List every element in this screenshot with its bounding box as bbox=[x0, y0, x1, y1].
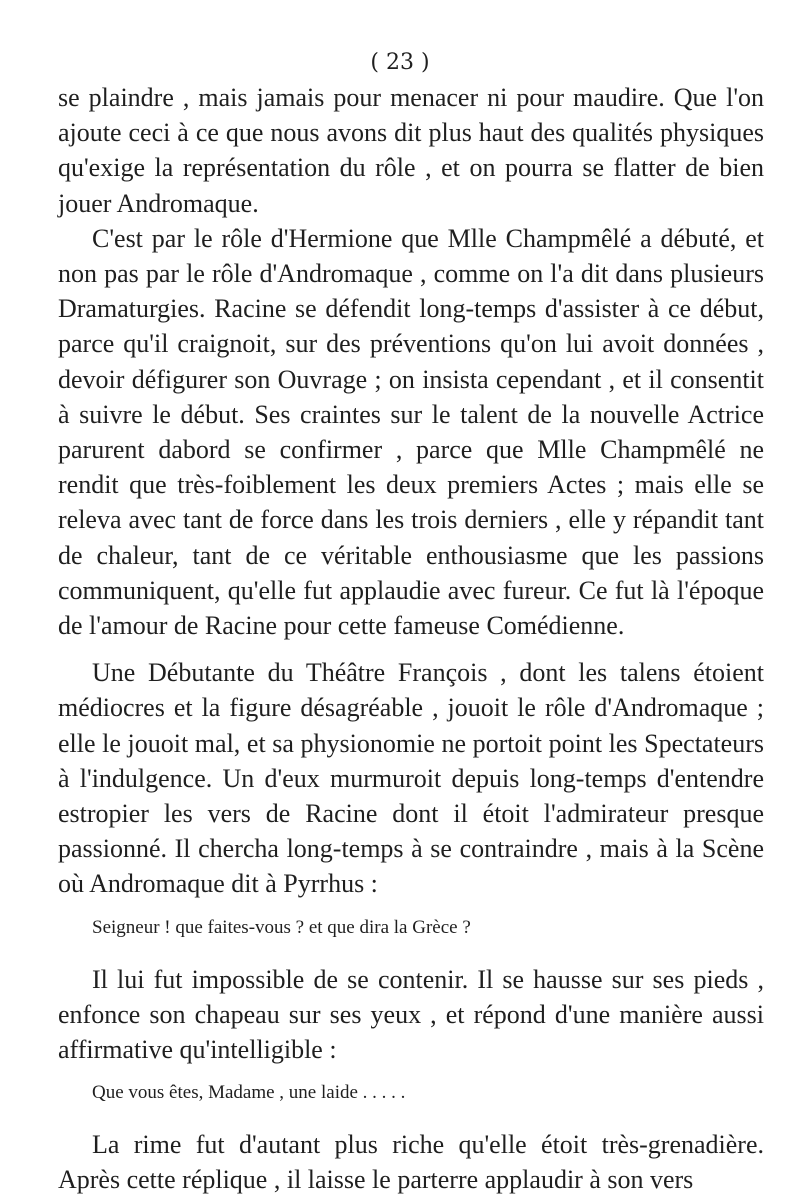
paragraph-hermione: C'est par le rôle d'Hermione que Mlle Champmêlé a débuté, et non pas par le rôle d'Andromaque , comme on l'a dit dans plusieurs Dramaturgies. Racine se défendit long-temps d'assister à ce début, parce qu'il craignoit, sur des préventions qu'on lui avoit données , devoir défigurer son Ouvrage ; on insista cependant , et il consentit à suivre le début. Ses craintes sur le talent de la nouvelle Actrice parurent dabord se confirmer , parce que Mlle Champmêlé ne rendit que très-foiblement les deux premiers Actes ; mais elle se releva avec tant de force dans les trois derniers , elle y répandit tant de chaleur, tant de ce véritable enthousiasme que les passions communiquent, qu'elle fut applaudie avec fureur. Ce fut là l'époque de l'amour de Racine pour cette fameuse Comédienne. bbox=[58, 223, 764, 641]
paragraph-continuation: se plaindre , mais jamais pour menacer ni pour maudire. Que l'on ajoute ceci à ce que nous avons dit plus haut des qualités physiques qu'exige la représentation du rôle , et on pourra se flatter de bien jouer Andromaque. bbox=[58, 83, 764, 218]
page-number: ( 23 ) bbox=[370, 50, 430, 75]
paragraph-rime: La rime fut d'autant plus riche qu'elle étoit très-grenadière. Après cette réplique , il laisse le parterre applaudir à son vers bbox=[58, 1130, 764, 1195]
body-text bbox=[58, 80, 764, 1198]
verse-quote-andromaque: Seigneur ! que faites-vous ? et que dira la Grèce ? bbox=[92, 916, 471, 938]
verse-quote-reply: Que vous êtes, Madame , une laide . . . . . bbox=[92, 1082, 406, 1104]
paragraph-spectator: Il lui fut impossible de se contenir. Il se hausse sur ses pieds , enfonce son chapeau sur ses yeux , et répond d'une manière aussi affirmative qu'intelligible : bbox=[58, 964, 764, 1065]
paragraph-debutante: Une Débutante du Théâtre François , dont les talens étoient médiocres et la figure désagréable , jouoit le rôle d'Andromaque ; elle le jouoit mal, et sa physionomie ne portoit point les Spectateurs à l'indulgence. Un d'eux murmuroit depuis long-temps d'entendre estropier les vers de Racine dont il étoit l'admirateur presque passionné. Il chercha long-temps à se contraindre , mais à la Scène où Andromaque dit à Pyrrhus : bbox=[58, 658, 764, 899]
